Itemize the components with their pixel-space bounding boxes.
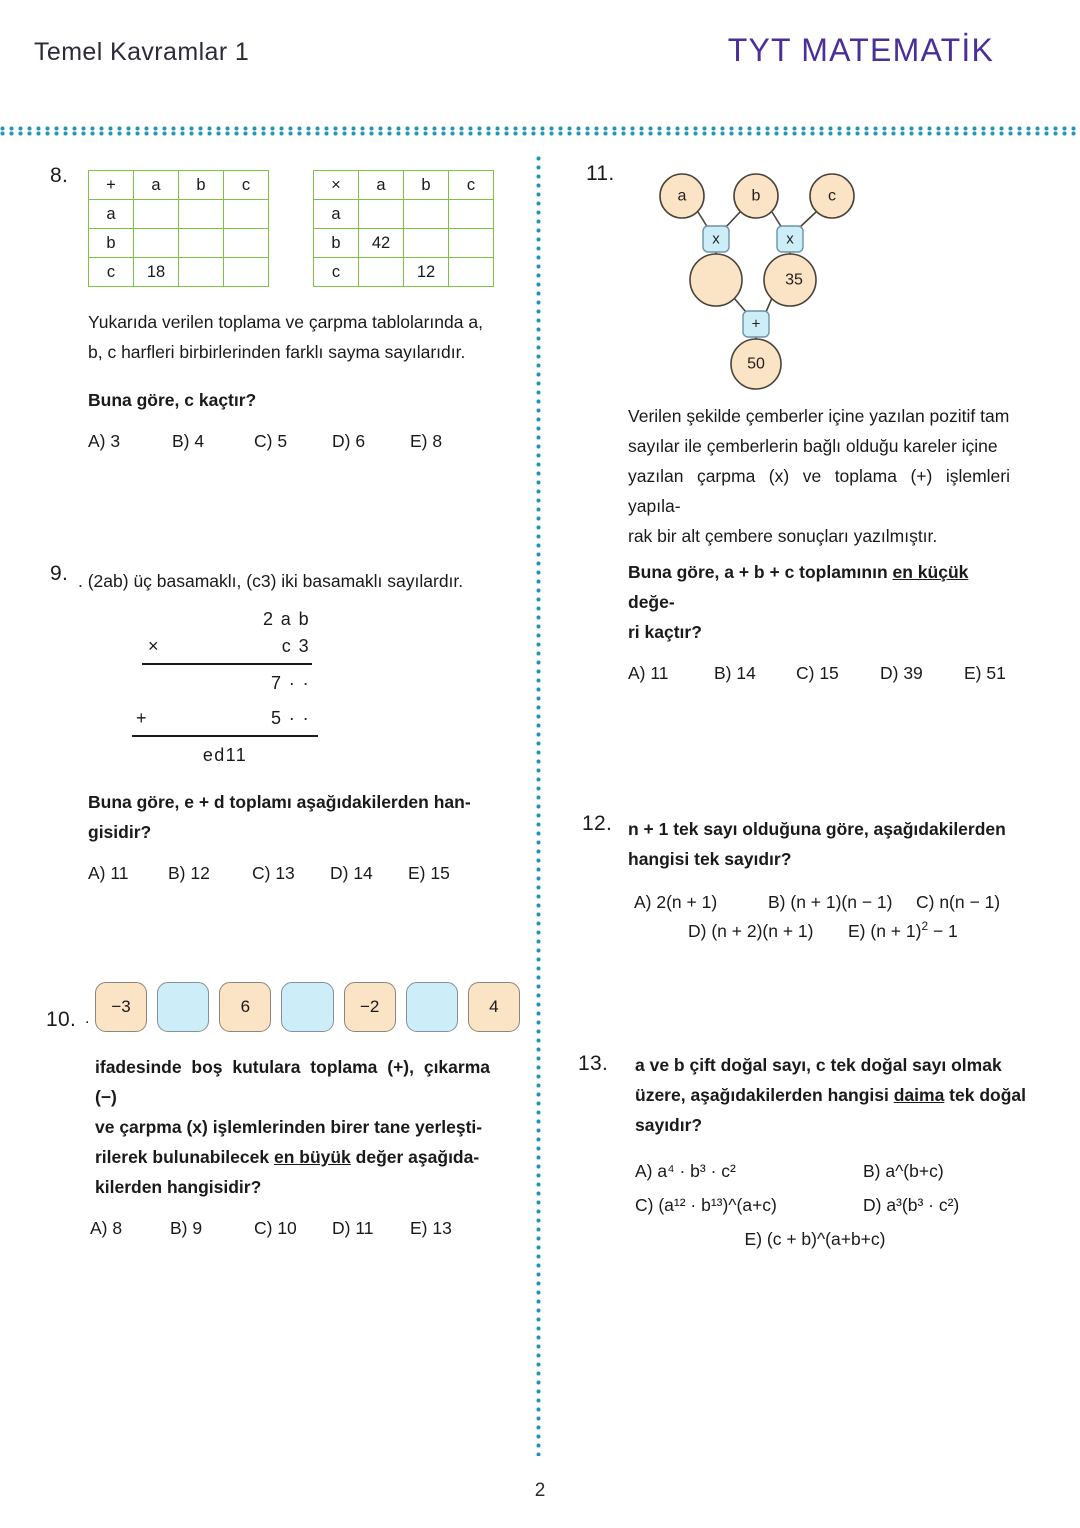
question-13-options-row3 (635, 1222, 995, 1256)
question-11 (560, 156, 1060, 684)
option-b[interactable]: B) 14 (714, 663, 756, 683)
question-8-ask: Buna göre, c kaçtır? (88, 390, 257, 410)
cell: b (89, 229, 134, 258)
question-10-options (90, 1218, 520, 1239)
question-9-stem: . (2ab) üç basamaklı, (c3) iki basamaklı sayılardır. (78, 571, 464, 591)
cell: + (89, 171, 134, 200)
cell: b (404, 171, 449, 200)
partial-product-1: 7 · · (270, 673, 310, 693)
option-a[interactable]: A) 11 (628, 663, 669, 683)
ask-line-part: tek doğal (944, 1085, 1026, 1105)
circle-b-label: b (751, 187, 761, 205)
stem-line: Verilen şekilde çemberler içine yazılan pozitif tam (628, 406, 1010, 426)
exam-brand-title: TYT MATEMATİK (727, 32, 994, 68)
ask-line: Buna göre, e + d toplamı aşağıdakilerden han- (88, 792, 471, 812)
question-8-options (88, 431, 520, 452)
question-9-ask (88, 787, 486, 847)
question-12-options-row2 (688, 921, 1060, 942)
question-13-number: 13. (578, 1052, 609, 1075)
ask-line-part: rilerek bulunabilecek (95, 1147, 274, 1167)
option-e[interactable]: E) 8 (410, 431, 443, 451)
multiplication-table (313, 170, 494, 287)
question-13-options-row1 (635, 1154, 1060, 1188)
ask-line: a ve b çift doğal sayı, c tek doğal sayı olmak (635, 1055, 1002, 1075)
circle-ab-product (690, 254, 742, 306)
option-e-base: E) (n + 1) (848, 921, 922, 941)
rule-line-2 (132, 735, 318, 737)
multiplier-value: c 3 (281, 636, 310, 656)
option-e-exponent: 2 (921, 919, 929, 934)
cell (224, 258, 269, 287)
rule-line-1 (142, 663, 312, 665)
question-10 (0, 982, 520, 1239)
option-d[interactable]: D) 6 (332, 431, 366, 451)
dotted-column-divider (536, 156, 541, 1456)
expression-box[interactable]: 4 (468, 982, 520, 1032)
connector-b-to-opleft (725, 212, 740, 228)
cell (404, 229, 449, 258)
cell (134, 229, 179, 258)
addition-table (88, 170, 269, 287)
question-12-number: 12. (582, 812, 613, 835)
option-c[interactable]: C) 15 (796, 663, 839, 683)
question-12-options-row1 (634, 892, 1060, 913)
stem-line: rak bir alt çembere sonuçları yazılmıştır. (628, 526, 938, 546)
multiply-operator: × (148, 636, 159, 656)
cell (179, 229, 224, 258)
operator-left-label: x (712, 230, 720, 248)
expression-box[interactable]: −3 (95, 982, 147, 1032)
question-11-number: 11. (586, 162, 615, 185)
expression-box[interactable]: 6 (219, 982, 271, 1032)
connector-bc-to-opsum (766, 298, 772, 312)
cell (224, 200, 269, 229)
question-11-ask (628, 557, 1010, 647)
ask-line-part: üzere, aşağıdakilerden hangisi (635, 1085, 894, 1105)
option-c[interactable]: C) n(n − 1) (916, 892, 1001, 912)
table-row (314, 229, 494, 258)
table-row (314, 258, 494, 287)
ask-line (628, 557, 1010, 617)
option-d[interactable]: D) 14 (330, 863, 373, 883)
option-a[interactable]: A) 11 (88, 863, 129, 883)
question-11-stem (628, 401, 1010, 551)
option-e[interactable]: E) 15 (408, 863, 450, 883)
option-b[interactable]: B) 4 (172, 431, 205, 451)
option-e[interactable]: E) 13 (410, 1218, 452, 1238)
option-d[interactable]: D) (n + 2)(n + 1) (688, 921, 814, 941)
question-11-diagram (628, 156, 888, 381)
question-11-options (628, 663, 1060, 684)
ask-line: sayıdır? (635, 1115, 703, 1135)
connector-ab-to-opsum (734, 298, 746, 312)
ask-line-part: değe- (628, 592, 675, 612)
cell (404, 200, 449, 229)
option-a[interactable]: A) 8 (90, 1218, 123, 1238)
cell: a (314, 200, 359, 229)
question-8-stem (88, 307, 492, 367)
question-12-ask (628, 814, 1026, 874)
cell (134, 200, 179, 229)
expression-box[interactable]: −2 (344, 982, 396, 1032)
expression-box-blank[interactable] (281, 982, 333, 1032)
cell: × (314, 171, 359, 200)
option-c[interactable]: C) (a¹² · b¹³)^(a+c) (635, 1195, 777, 1215)
question-8-number: 8. (50, 164, 69, 187)
option-a[interactable]: A) a⁴ · b³ · c² (635, 1161, 736, 1181)
circle-operator-diagram (628, 156, 888, 391)
question-13 (560, 1050, 1060, 1256)
product-result: ed11 (202, 745, 248, 765)
stem-line: Yukarıda verilen toplama ve çarpma tablolarında a, (88, 312, 483, 332)
ask-line: ifadesinde boş kutulara toplama (+), çıkarma (−) (95, 1057, 490, 1107)
option-e[interactable] (848, 921, 958, 942)
question-10-dot: . (85, 1010, 90, 1027)
partial-product-2-value: 5 · · (270, 708, 310, 728)
dotted-rule-top (0, 126, 1080, 136)
cell: a (359, 171, 404, 200)
question-8 (0, 156, 520, 456)
ask-emphasis: en büyük (273, 1147, 351, 1167)
multiplier-row (130, 633, 320, 660)
left-column (0, 156, 520, 1239)
cell (359, 200, 404, 229)
table-row (89, 258, 269, 287)
worksheet-topic-title: Temel Kavramlar 1 (34, 38, 250, 66)
question-10-ask (95, 1052, 490, 1202)
connector-c-to-opright (799, 212, 816, 228)
option-b[interactable]: B) a^(b+c) (863, 1161, 944, 1181)
cell (179, 200, 224, 229)
cell: b (179, 171, 224, 200)
cell (449, 200, 494, 229)
circle-sum-label: 50 (747, 355, 765, 373)
cell: a (89, 200, 134, 229)
ask-line (95, 1142, 490, 1172)
cell (449, 229, 494, 258)
cell (179, 258, 224, 287)
page-header (0, 0, 1080, 118)
page-number: 2 (534, 1480, 546, 1501)
plus-operator: + (136, 708, 147, 728)
cell (224, 229, 269, 258)
table-row (89, 229, 269, 258)
cell: c (89, 258, 134, 287)
question-9-options (88, 863, 520, 884)
stem-line: b, c harfleri birbirlerinden farklı sayma sayılarıdır. (88, 342, 466, 362)
circle-bc-label: 35 (785, 271, 803, 289)
ask-line: ve çarpma (x) işlemlerinden birer tane yerleşti- (95, 1117, 483, 1137)
cell: b (314, 229, 359, 258)
cell: 12 (404, 258, 449, 287)
table-row (314, 171, 494, 200)
option-b[interactable]: B) 12 (168, 863, 210, 883)
ask-line: hangisi tek sayıdır? (628, 849, 792, 869)
option-d[interactable]: D) 39 (880, 663, 923, 683)
expression-box-blank[interactable] (157, 982, 209, 1032)
question-13-ask (635, 1050, 1027, 1140)
operator-sum-label: + (751, 315, 761, 333)
option-c[interactable]: C) 10 (254, 1218, 297, 1238)
ask-line: ri kaçtır? (628, 622, 702, 642)
table-row (89, 200, 269, 229)
multiplicand-row: 2 a b (262, 609, 310, 629)
question-10-number: 10. (46, 1008, 77, 1031)
option-e[interactable]: E) 51 (964, 663, 1006, 683)
question-9 (0, 562, 520, 884)
option-d[interactable]: D) a³(b³ · c²) (863, 1195, 960, 1215)
ask-line-part: değer aşağıda- (350, 1147, 480, 1167)
ask-line: n + 1 tek sayı olduğuna göre, aşağıdakilerden (628, 819, 1006, 839)
option-a[interactable]: A) 3 (88, 431, 121, 451)
operator-right-label: x (786, 230, 794, 248)
option-a[interactable]: A) 2(n + 1) (634, 892, 718, 912)
partial-product-2 (130, 705, 320, 732)
question-9-number: 9. (50, 562, 69, 585)
question-9-long-multiplication (130, 606, 320, 769)
question-8-tables (88, 156, 520, 287)
cell (449, 258, 494, 287)
ask-line: gisidir? (88, 822, 152, 842)
cell: 18 (134, 258, 179, 287)
ask-emphasis: en küçük (892, 562, 969, 582)
ask-emphasis: daima (893, 1085, 945, 1105)
option-b[interactable]: B) (n + 1)(n − 1) (768, 892, 893, 912)
cell: c (449, 171, 494, 200)
ask-line (635, 1080, 1027, 1110)
cell: c (314, 258, 359, 287)
ask-line-part: Buna göre, a + b + c toplamının (628, 562, 893, 582)
question-12 (560, 814, 1060, 942)
ask-line: kilerden hangisidir? (95, 1177, 262, 1197)
cell: c (224, 171, 269, 200)
cell: a (134, 171, 179, 200)
stem-line: yazılan çarpma (x) ve toplama (+) işlemleri yapıla- (628, 466, 1010, 516)
question-13-options-row2 (635, 1188, 1060, 1222)
right-column (560, 156, 1060, 1256)
option-d[interactable]: D) 11 (332, 1218, 374, 1238)
option-b[interactable]: B) 9 (170, 1218, 203, 1238)
circle-c-label: c (828, 187, 836, 205)
table-row (314, 200, 494, 229)
stem-line: sayılar ile çemberlerin bağlı olduğu kareler içine (628, 436, 998, 456)
option-e[interactable]: E) (c + b)^(a+b+c) (744, 1229, 886, 1249)
option-c[interactable]: C) 13 (252, 863, 295, 883)
option-c[interactable]: C) 5 (254, 431, 288, 451)
circle-a-label: a (677, 187, 687, 205)
table-row (89, 171, 269, 200)
expression-box-blank[interactable] (406, 982, 458, 1032)
option-e-tail: − 1 (928, 921, 958, 941)
cell: 42 (359, 229, 404, 258)
question-10-expression-boxes (95, 982, 520, 1032)
cell (359, 258, 404, 287)
